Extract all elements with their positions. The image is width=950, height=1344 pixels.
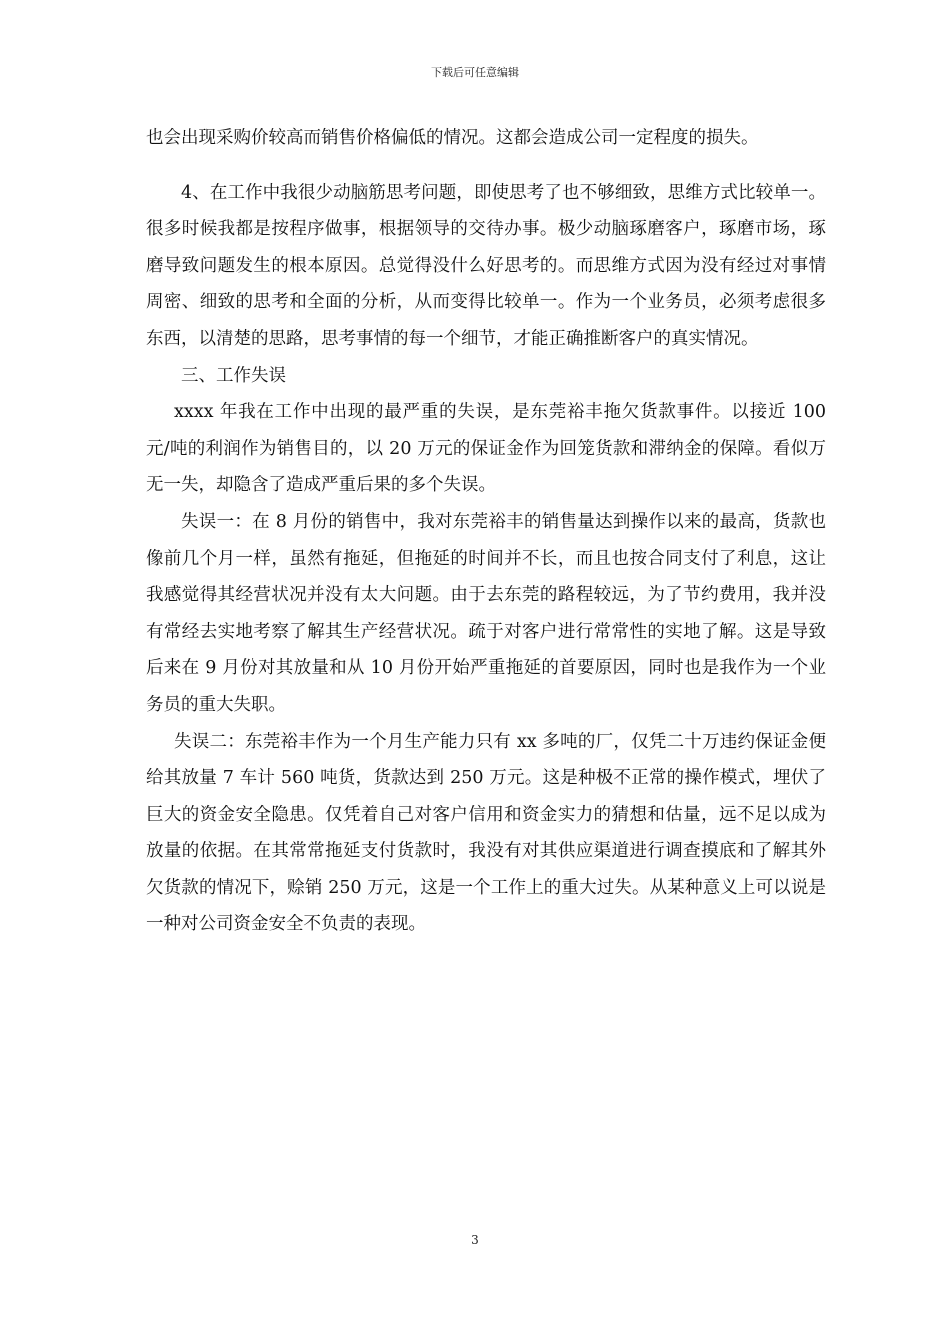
paragraph-1: 也会出现采购价较高而销售价格偏低的情况。这都会造成公司一定程度的损失。 [146,128,759,148]
document-body [146,120,826,943]
paragraph-4: 失误一：在 8 月份的销售中，我对东莞裕丰的销售量达到操作以来的最高，货款也像前几个月一样，虽然有拖延，但拖延的时间并不长，而且也按合同支付了利息，这让我感觉得其经营状况并没有太大问题。由于去东莞的路程较远，为了节约费用，我并没有常经去实地考察了解其生产经营状况。疏于对客户进行常常性的实地了解。这是导致后来在 9 月份对其放量和从 10 月份开始严重拖延的首要原因，同时也是我作为一个业务员的重大失职。 [146,511,826,715]
paragraph-3: xxxx 年我在工作中出现的最严重的失误，是东莞裕丰拖欠货款事件。以接近 100 元/吨的利润作为销售目的，以 20 万元的保证金作为回笼货款和滞纳金的保障。看似万无一失，却隐含了造成严重后果的多个失误。 [146,402,826,496]
section-heading: 三、工作失误 [181,365,286,386]
page-header: 下载后可任意编辑 [431,66,519,79]
page-number: 3 [471,1233,479,1247]
paragraph-5: 失误二：东莞裕丰作为一个月生产能力只有 xx 多吨的厂，仅凭二十万违约保证金便给其放量 7 车计 560 吨货，货款达到 250 万元。这是种极不正常的操作模式，埋伏了巨大的资金安全隐患。仅凭着自己对客户信用和资金实力的猜想和估量，远不足以成为放量的依据。在其常常拖延支付货款时，我没有对其供应渠道进行调查摸底和了解其外欠货款的情况下，赊销 250 万元，这是一个工作上的重大过失。从某种意义上可以说是一种对公司资金安全不负责的表现。 [146,731,826,935]
paragraph-2: 4、在工作中我很少动脑筋思考问题，即使思考了也不够细致，思维方式比较单一。很多时候我都是按程序做事，根据领导的交待办事。极少动脑琢磨客户，琢磨市场，琢磨导致问题发生的根本原因。总觉得没什么好思考的。而思维方式因为没有经过对事情周密、细致的思考和全面的分析，从而变得比较单一。作为一个业务员，必须考虑很多东西，以清楚的思路，思考事情的每一个细节，才能正确推断客户的真实情况。 [146,182,826,349]
paragraph-gap [146,157,826,175]
